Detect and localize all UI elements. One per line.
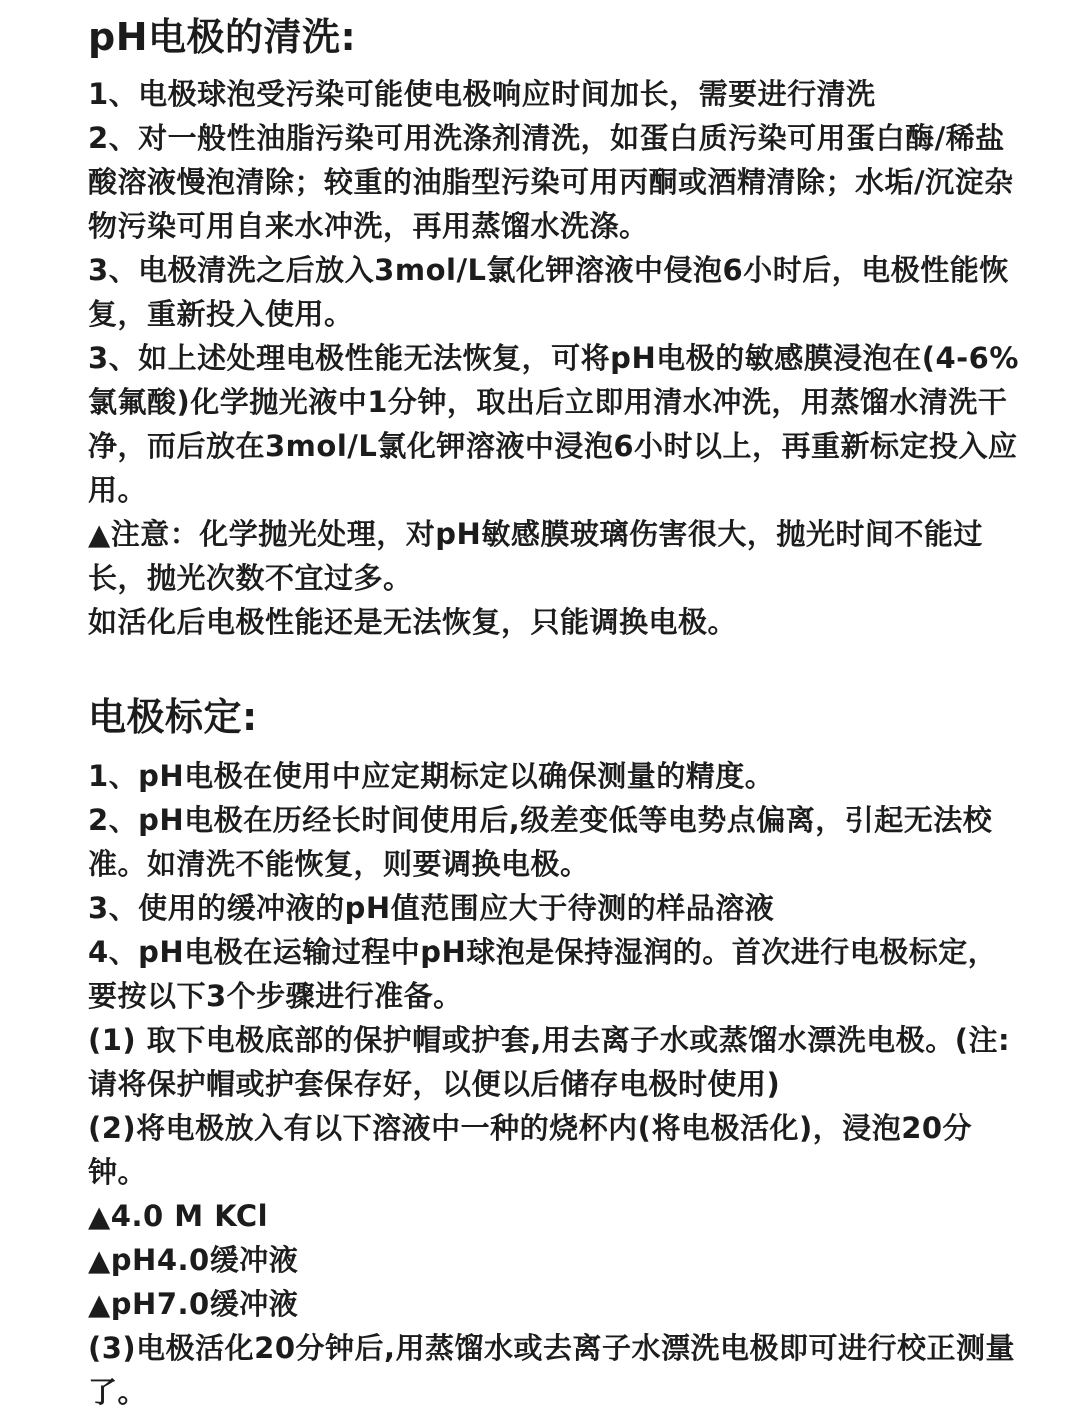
paragraph-calibration-step-2: (2)将电极放入有以下溶液中一种的烧杯内(将电极活化)，浸泡20分钟。	[88, 1111, 973, 1189]
list-item-ph7-buffer: ▲pH7.0缓冲液	[88, 1287, 299, 1321]
paragraph-calibration-4: 4、pH电极在运输过程中pH球泡是保持湿润的。首次进行电极标定，要按以下3个步骤进行准备。	[88, 935, 998, 1013]
paragraph-cleaning-4: 3、如上述处理电极性能无法恢复，可将pH电极的敏感膜浸泡在(4-6%氯氟酸)化学抛光液中1分钟，取出后立即用清水冲洗，用蒸馏水清洗干净，而后放在3mol/L氯化钾溶液中浸泡6小时以上，再重新标定投入应用。	[88, 341, 1019, 507]
paragraph-calibration-3: 3、使用的缓冲液的pH值范围应大于待测的样品溶液	[88, 891, 775, 925]
paragraph-calibration-step-3: (3)电极活化20分钟后,用蒸馏水或去离子水漂洗电极即可进行校正测量了。	[88, 1331, 1016, 1409]
section-cleaning	[88, 14, 1020, 644]
paragraph-cleaning-3: 3、电极清洗之后放入3mol/L氯化钾溶液中侵泡6小时后，电极性能恢复，重新投入使用。	[88, 253, 1009, 331]
section-calibration	[88, 694, 1020, 1414]
paragraph-cleaning-5: 如活化后电极性能还是无法恢复，只能调换电极。	[88, 605, 738, 639]
paragraph-calibration-1: 1、pH电极在使用中应定期标定以确保测量的精度。	[88, 759, 775, 793]
paragraph-cleaning-2: 2、对一般性油脂污染可用洗涤剂清洗，如蛋白质污染可用蛋白酶/稀盐酸溶液慢泡清除；较重的油脂型污染可用丙酮或酒精清除；水垢/沉淀杂物污染可用自来水冲洗，再用蒸馏水洗涤。	[88, 121, 1014, 243]
list-item-ph4-buffer: ▲pH4.0缓冲液	[88, 1243, 299, 1277]
section-heading-calibration: 电极标定:	[88, 695, 258, 739]
list-item-kcl-solution: ▲4.0 M KCl	[88, 1199, 269, 1233]
section-heading-cleaning: pH电极的清洗:	[88, 15, 357, 59]
paragraph-calibration-step-1: (1) 取下电极底部的保护帽或护套,用去离子水或蒸馏水漂洗电极。(注:请将保护帽或护套保存好，以便以后储存电极时使用)	[88, 1023, 1011, 1101]
paragraph-cleaning-1: 1、电极球泡受污染可能使电极响应时间加长，需要进行清洗	[88, 77, 876, 111]
paragraph-calibration-2: 2、pH电极在历经长时间使用后,级差变低等电势点偏离，引起无法校准。如清洗不能恢复，则要调换电极。	[88, 803, 993, 881]
paragraph-cleaning-note: ▲注意：化学抛光处理，对pH敏感膜玻璃伤害很大，抛光时间不能过长，抛光次数不宜过多。	[88, 517, 983, 595]
